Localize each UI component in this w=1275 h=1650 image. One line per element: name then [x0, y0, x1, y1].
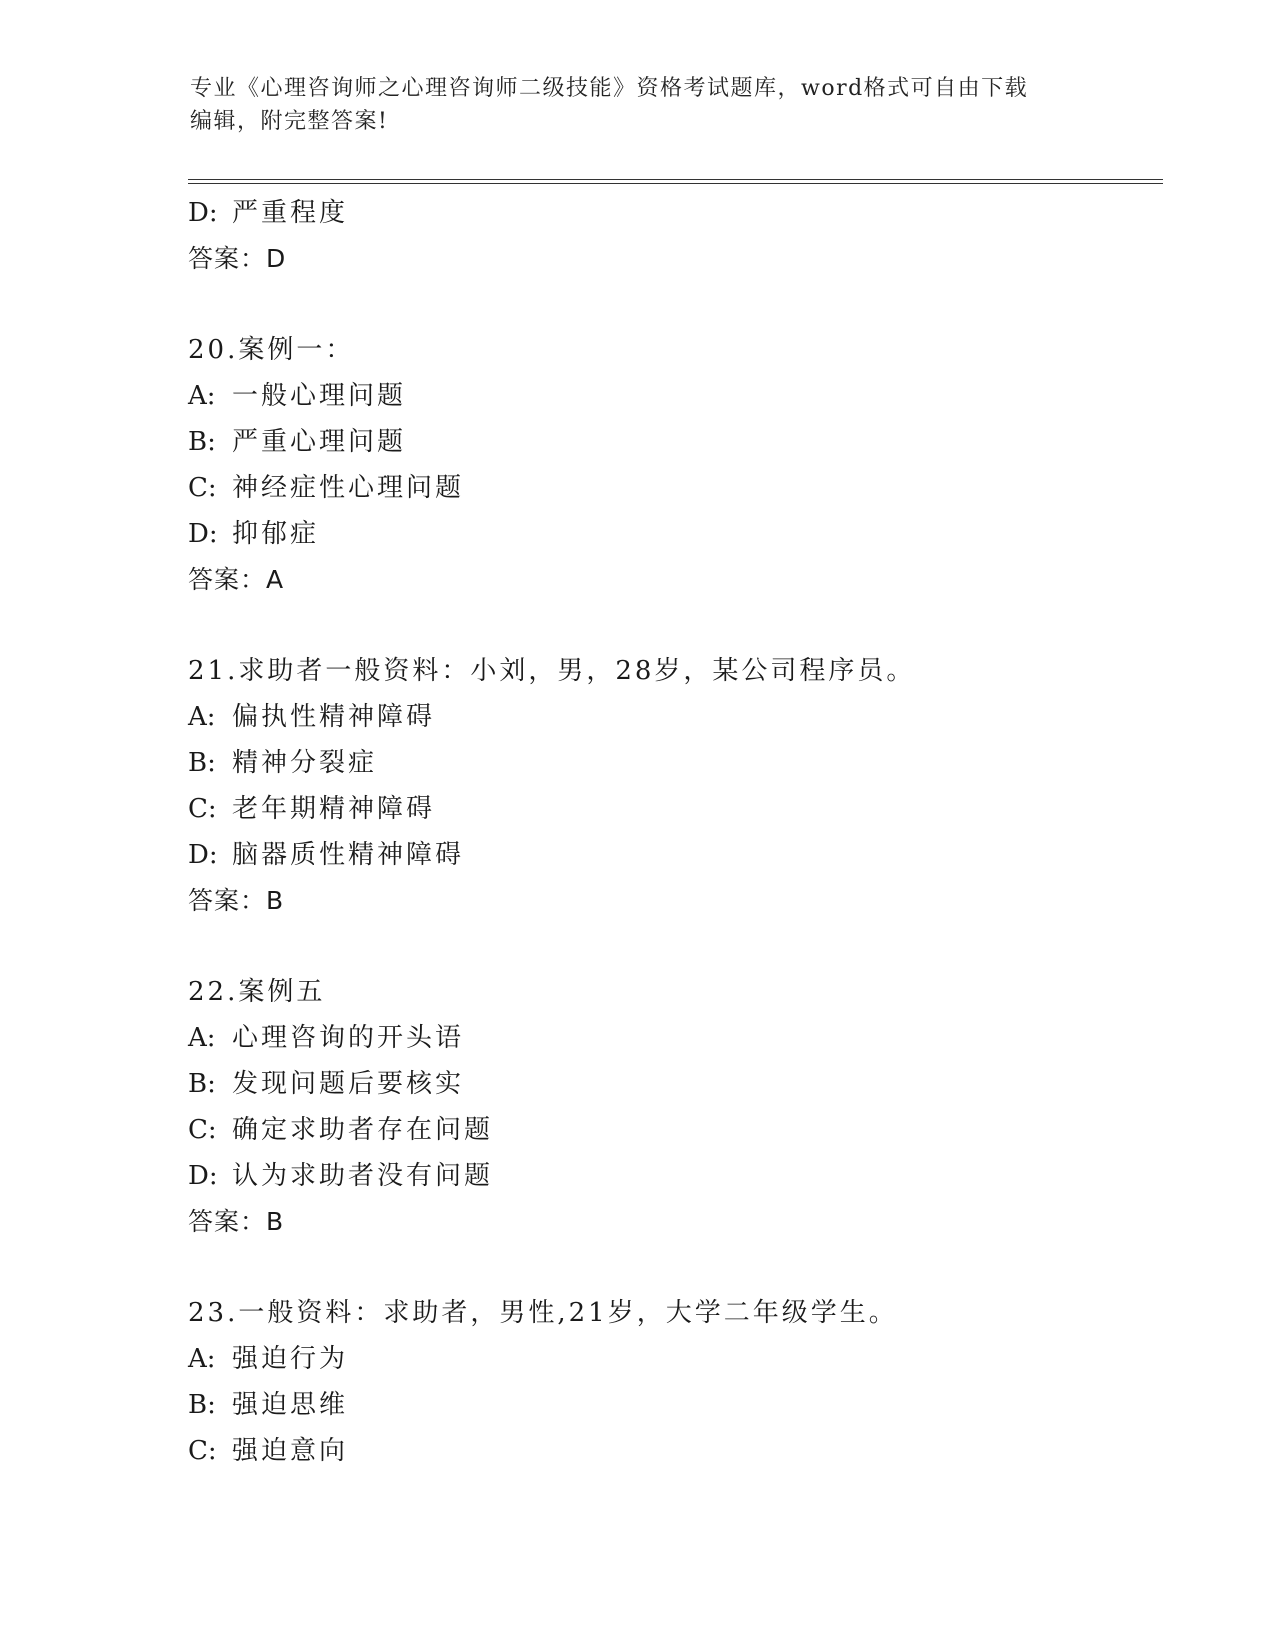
- option-text: 认为求助者没有问题: [232, 1161, 494, 1191]
- option-label: C:: [188, 1115, 217, 1145]
- option-label: B:: [188, 1069, 216, 1099]
- question-stem: 22.案例五: [188, 977, 326, 1007]
- option-d: [188, 1153, 1148, 1199]
- question-spacer: [188, 1245, 1148, 1290]
- question-list: [188, 190, 1148, 1474]
- option-a: [188, 694, 1148, 740]
- question-stem: 20.案例一：: [188, 335, 355, 365]
- option-text: 强迫思维: [232, 1390, 349, 1420]
- option-label: C:: [188, 794, 217, 824]
- option-text: 心理咨询的开头语: [232, 1023, 465, 1053]
- option-text: 强迫行为: [232, 1344, 349, 1374]
- question-stem: 23.一般资料：求助者，男性,21岁，大学二年级学生。: [188, 1298, 898, 1328]
- option-label: A:: [188, 1023, 216, 1053]
- option-label: D:: [188, 840, 218, 870]
- header-line-2: 编辑，附完整答案!: [190, 109, 389, 134]
- option-label: B:: [188, 427, 216, 457]
- answer-line: 答案：B: [188, 886, 285, 915]
- option-label: C:: [188, 473, 217, 503]
- option-label: A:: [188, 381, 216, 411]
- option-label: A:: [188, 702, 216, 732]
- option-text: 严重程度: [232, 198, 349, 228]
- option-d: [188, 511, 1148, 557]
- option-text: 严重心理问题: [232, 427, 407, 457]
- option-c: [188, 1107, 1148, 1153]
- option-text: 偏执性精神障碍: [232, 702, 436, 732]
- question-spacer: [188, 282, 1148, 327]
- option-b: [188, 419, 1148, 465]
- option-c: [188, 465, 1148, 511]
- document-header: [190, 72, 1080, 138]
- option-text: 精神分裂症: [232, 748, 378, 778]
- option-label: B:: [188, 748, 216, 778]
- question-stem: 21.求助者一般资料：小刘，男，28岁，某公司程序员。: [188, 656, 916, 686]
- option-a: [188, 373, 1148, 419]
- answer-line: 答案：D: [188, 244, 287, 273]
- question-spacer: [188, 603, 1148, 648]
- option-b: [188, 1061, 1148, 1107]
- option-b: [188, 1382, 1148, 1428]
- header-line-1: 专业《心理咨询师之心理咨询师二级技能》资格考试题库，word格式可自由下载: [190, 76, 1029, 101]
- option-b: [188, 740, 1148, 786]
- header-divider-top: [188, 179, 1163, 180]
- option-text: 神经症性心理问题: [232, 473, 465, 503]
- option-label: C:: [188, 1436, 217, 1466]
- option-label: D:: [188, 198, 218, 228]
- option-label: D:: [188, 1161, 218, 1191]
- option-c: [188, 786, 1148, 832]
- option-d: [188, 832, 1148, 878]
- option-d: [188, 190, 1148, 236]
- option-text: 确定求助者存在问题: [232, 1115, 494, 1145]
- option-text: 脑器质性精神障碍: [232, 840, 465, 870]
- option-a: [188, 1015, 1148, 1061]
- option-label: D:: [188, 519, 218, 549]
- option-a: [188, 1336, 1148, 1382]
- answer-line: 答案：A: [188, 565, 285, 594]
- question-spacer: [188, 924, 1148, 969]
- option-label: B:: [188, 1390, 216, 1420]
- option-text: 一般心理问题: [232, 381, 407, 411]
- option-c: [188, 1428, 1148, 1474]
- option-text: 老年期精神障碍: [232, 794, 436, 824]
- answer-line: 答案：B: [188, 1207, 285, 1236]
- option-text: 强迫意向: [232, 1436, 349, 1466]
- header-divider-bottom: [188, 183, 1163, 184]
- option-text: 抑郁症: [232, 519, 320, 549]
- option-text: 发现问题后要核实: [232, 1069, 465, 1099]
- option-label: A:: [188, 1344, 216, 1374]
